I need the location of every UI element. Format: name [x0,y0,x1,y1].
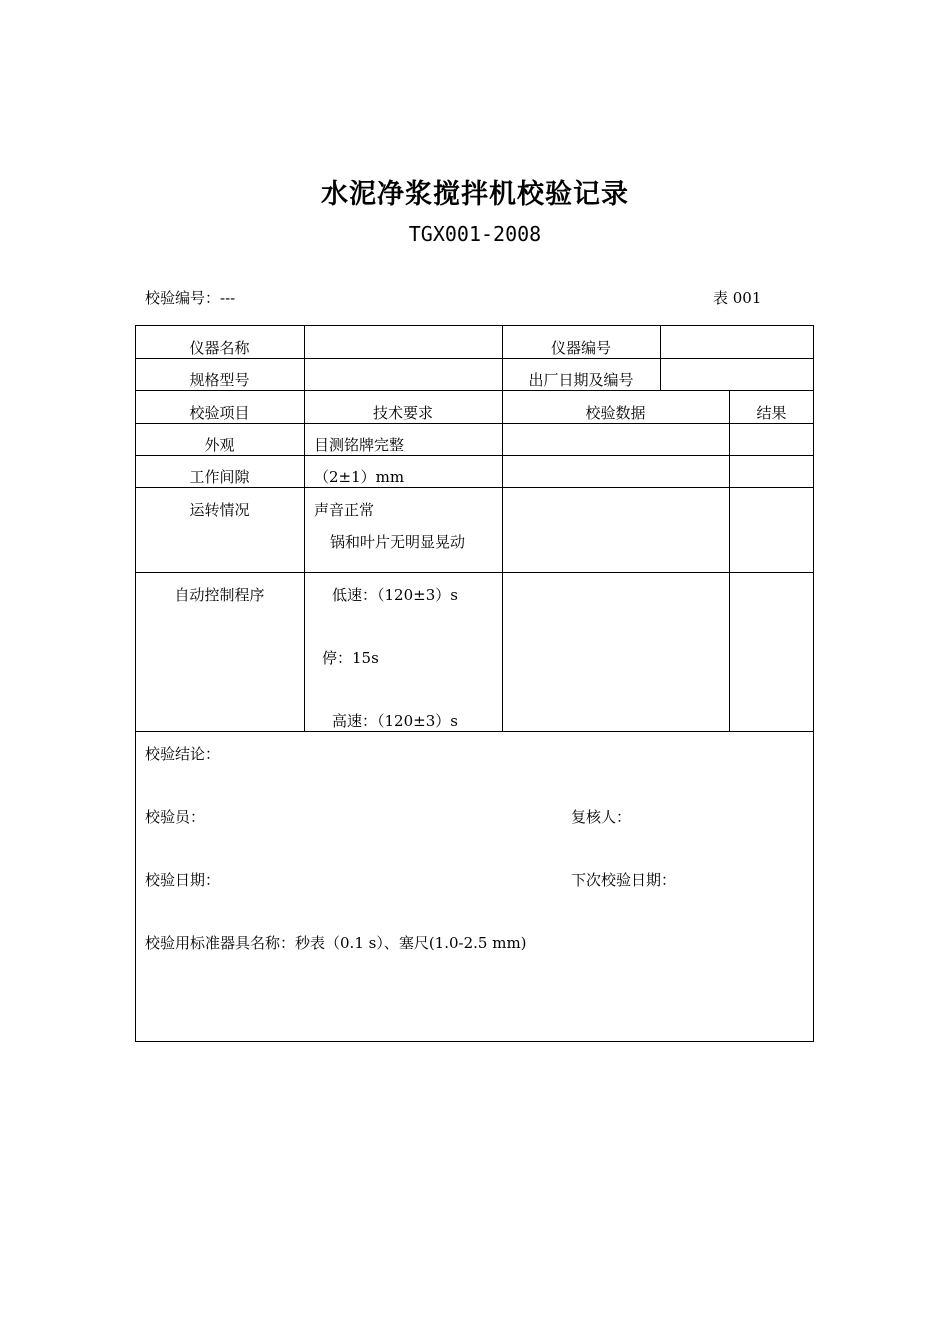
row-req-stop: 停：15s [322,649,379,667]
header-result: 结果 [756,404,787,422]
row-divider [135,572,814,573]
table-border-right [813,325,814,1042]
inspector-label: 校验员： [145,808,206,826]
header-requirement: 技术要求 [372,404,433,422]
factory-date-label: 出厂日期及编号 [528,371,634,389]
column-divider [660,325,661,391]
row-divider [135,455,814,456]
table-border-bottom [135,1041,814,1042]
spec-model-label: 规格型号 [189,371,250,389]
calibration-date-label: 校验日期： [145,871,221,889]
row-req-gap: （2±1）mm [314,468,405,486]
row-req-low-speed: 低速：（120±3）s [332,586,458,604]
instrument-number-label: 仪器编号 [550,339,611,357]
row-divider [135,731,814,732]
header-data: 校验数据 [585,404,646,422]
row-divider [135,390,814,391]
row-divider [135,358,814,359]
row-req-operation-1: 声音正常 [314,501,375,519]
instrument-name-label: 仪器名称 [189,339,250,357]
record-number: 校验编号：--- [145,289,236,307]
column-divider [304,325,305,732]
header-item: 校验项目 [189,404,250,422]
row-item-auto-control: 自动控制程序 [174,586,265,604]
row-req-appearance: 目测铭牌完整 [314,436,405,454]
table-border-top [135,325,814,326]
reviewer-label: 复核人： [571,808,632,826]
row-req-operation-2: 锅和叶片无明显晃动 [330,533,466,551]
table-border-left [135,325,136,1042]
document-code: TGX001-2008 [408,222,542,246]
conclusion-label: 校验结论： [145,745,221,763]
row-req-high-speed: 高速：（120±3）s [332,712,458,730]
calibration-table [135,325,814,1042]
row-divider [135,423,814,424]
document-title: 水泥净浆搅拌机校验记录 [321,179,629,210]
row-item-operation: 运转情况 [189,501,250,519]
standard-equipment: 校验用标准器具名称：秒表（0.1 s）、塞尺(1.0-2.5 mm) [145,934,527,952]
row-item-appearance: 外观 [204,436,235,454]
row-item-gap: 工作间隙 [189,468,250,486]
column-divider [729,391,730,732]
next-calibration-date-label: 下次校验日期： [571,871,677,889]
row-divider [135,487,814,488]
form-number: 表 001 [713,289,762,307]
